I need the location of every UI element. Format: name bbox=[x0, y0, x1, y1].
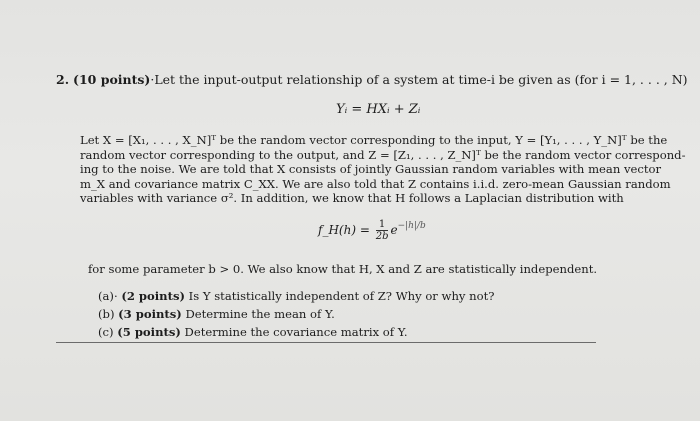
parameter-line: for some parameter b > 0. We also know that H, X and Z are statistically independent. bbox=[88, 262, 598, 276]
part-label: (a)· bbox=[98, 289, 118, 303]
pdf-fraction bbox=[376, 219, 389, 242]
pdf-denominator: 2b bbox=[375, 231, 389, 242]
part-a bbox=[98, 289, 494, 303]
part-points: (2 points) bbox=[121, 289, 185, 303]
problem-paragraph bbox=[80, 133, 686, 206]
paragraph-line: ing to the noise. We are told that X consists of jointly Gaussian random variables with mean vector bbox=[80, 162, 662, 177]
part-c bbox=[98, 325, 408, 339]
part-points: (5 points) bbox=[117, 325, 181, 339]
part-points: (3 points) bbox=[118, 307, 182, 321]
part-label: (c) bbox=[98, 325, 114, 339]
part-b bbox=[98, 307, 335, 321]
problem-points: (10 points) bbox=[73, 72, 151, 87]
paragraph-line: Let X = [X₁, . . . , X_N]ᵀ be the random vector corresponding to the input, Y = [Y₁, . . . , Y_N]ᵀ be the bbox=[80, 133, 668, 147]
part-text: Determine the covariance matrix of Y. bbox=[180, 325, 408, 339]
problem-statement bbox=[56, 72, 696, 87]
paragraph-line: random vector corresponding to the output, and Z = [Z₁, . . . , Z_N]ᵀ be the random vector correspond- bbox=[80, 147, 686, 162]
part-text: Determine the mean of Y. bbox=[181, 307, 335, 321]
pdf-numerator: 1 bbox=[376, 219, 389, 231]
paragraph-line: variables with variance σ². In addition, we know that H follows a Laplacian distribution with bbox=[80, 191, 624, 206]
part-label: (b) bbox=[98, 307, 115, 321]
pdf-exponent: −|h|/b bbox=[397, 221, 426, 231]
problem-number: 2. bbox=[56, 72, 70, 87]
paragraph-line: m_X and covariance matrix C_XX. We are also told that Z contains i.i.d. zero-mean Gaussian random bbox=[80, 176, 671, 191]
laplacian-pdf bbox=[318, 219, 426, 242]
bottom-divider bbox=[56, 342, 596, 343]
system-equation: Yᵢ = HXᵢ + Zᵢ bbox=[336, 102, 421, 117]
pdf-exponential: e bbox=[390, 223, 398, 237]
pdf-lhs: f_H(h) = bbox=[318, 223, 370, 237]
part-text: Is Y statistically independent of Z? Why or why not? bbox=[184, 289, 495, 303]
problem-intro: ·Let the input-output relationship of a system at time-i be given as (for i = 1, . . . , N) bbox=[150, 72, 688, 87]
